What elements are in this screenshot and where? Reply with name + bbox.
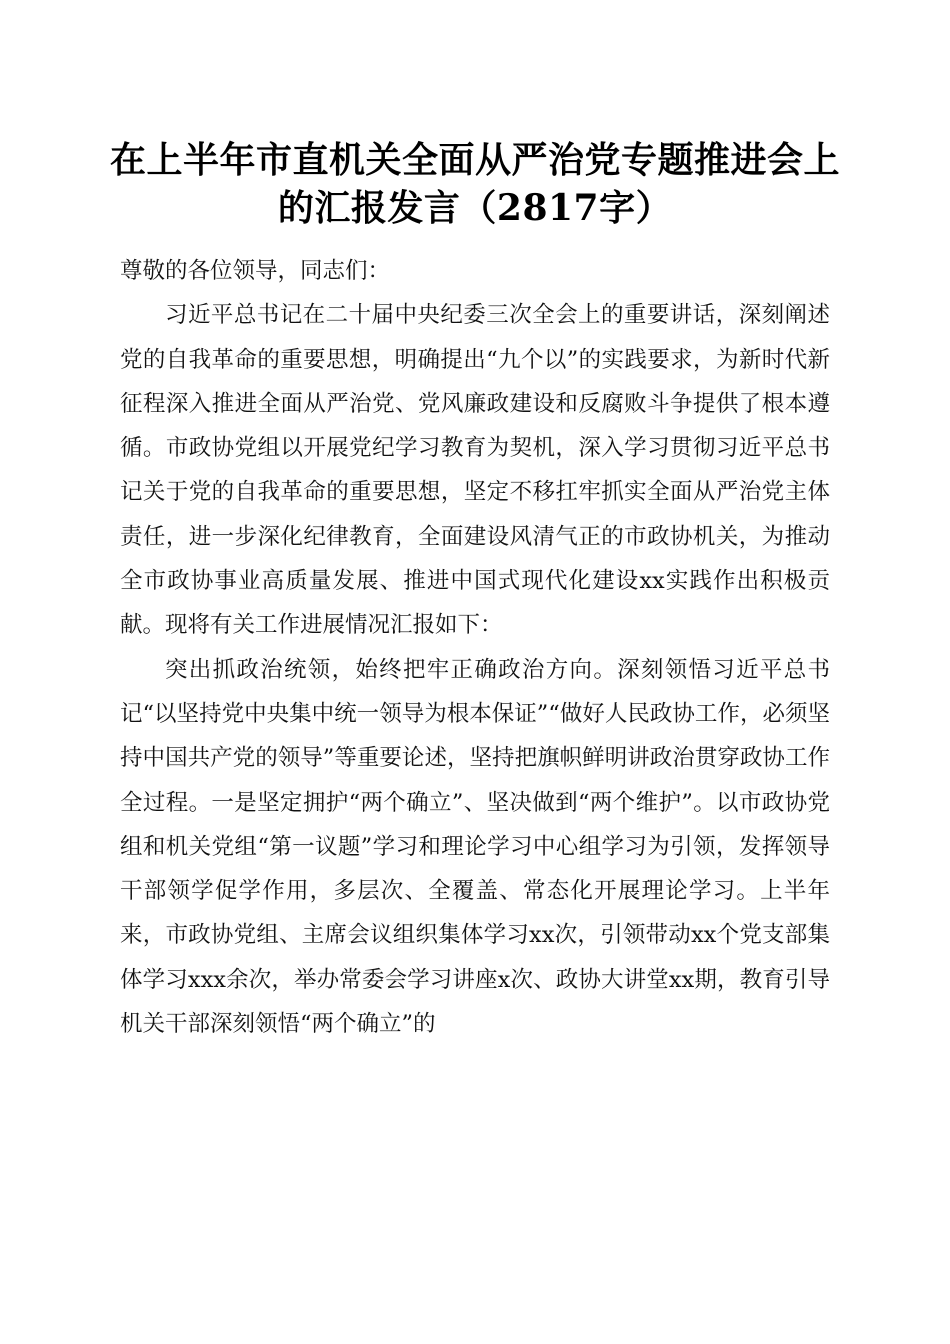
document-body	[120, 249, 830, 1046]
paragraph-intro: 习近平总书记在二十届中央纪委三次全会上的重要讲话，深刻阐述党的自我革命的重要思想，明确提出“九个以”的实践要求，为新时代新征程深入推进全面从严治党、党风廉政建设和反腐败斗争提供了根本遵循。市政协党组以开展党纪学习教育为契机，深入学习贯彻习近平总书记关于党的自我革命的重要思想，坚定不移扛牢抓实全面从严治党主体责任，进一步深化纪律教育，全面建设风清气正的市政协机关，为推动全市政协事业高质量发展、推进中国式现代化建设xx实践作出积极贡献。现将有关工作进展情况汇报如下：	[120, 302, 830, 639]
title-line-2: 的汇报发言（2817字）	[277, 187, 673, 229]
document-title	[110, 136, 840, 232]
salutation: 尊敬的各位领导，同志们：	[120, 258, 391, 284]
title-line-1: 在上半年市直机关全面从严治党专题推进会上	[110, 139, 841, 181]
paragraph-political-leadership: 突出抓政治统领，始终把牢正确政治方向。深刻领悟习近平总书记“以坚持党中央集中统一领导为根本保证”“做好人民政协工作，必须坚持中国共产党的领导”等重要论述，坚持把旗帜鲜明讲政治贯穿政协工作全过程。一是坚定拥护“两个确立”、坚决做到“两个维护”。以市政协党组和机关党组“第一议题”学习和理论学习中心组学习为引领，发挥领导干部领学促学作用，多层次、全覆盖、常态化开展理论学习。上半年来，市政协党组、主席会议组织集体学习xx次，引领带动xx个党支部集体学习xxx余次，举办常委会学习讲座x次、政协大讲堂xx期，教育引导机关干部深刻领悟“两个确立”的	[120, 656, 830, 1038]
